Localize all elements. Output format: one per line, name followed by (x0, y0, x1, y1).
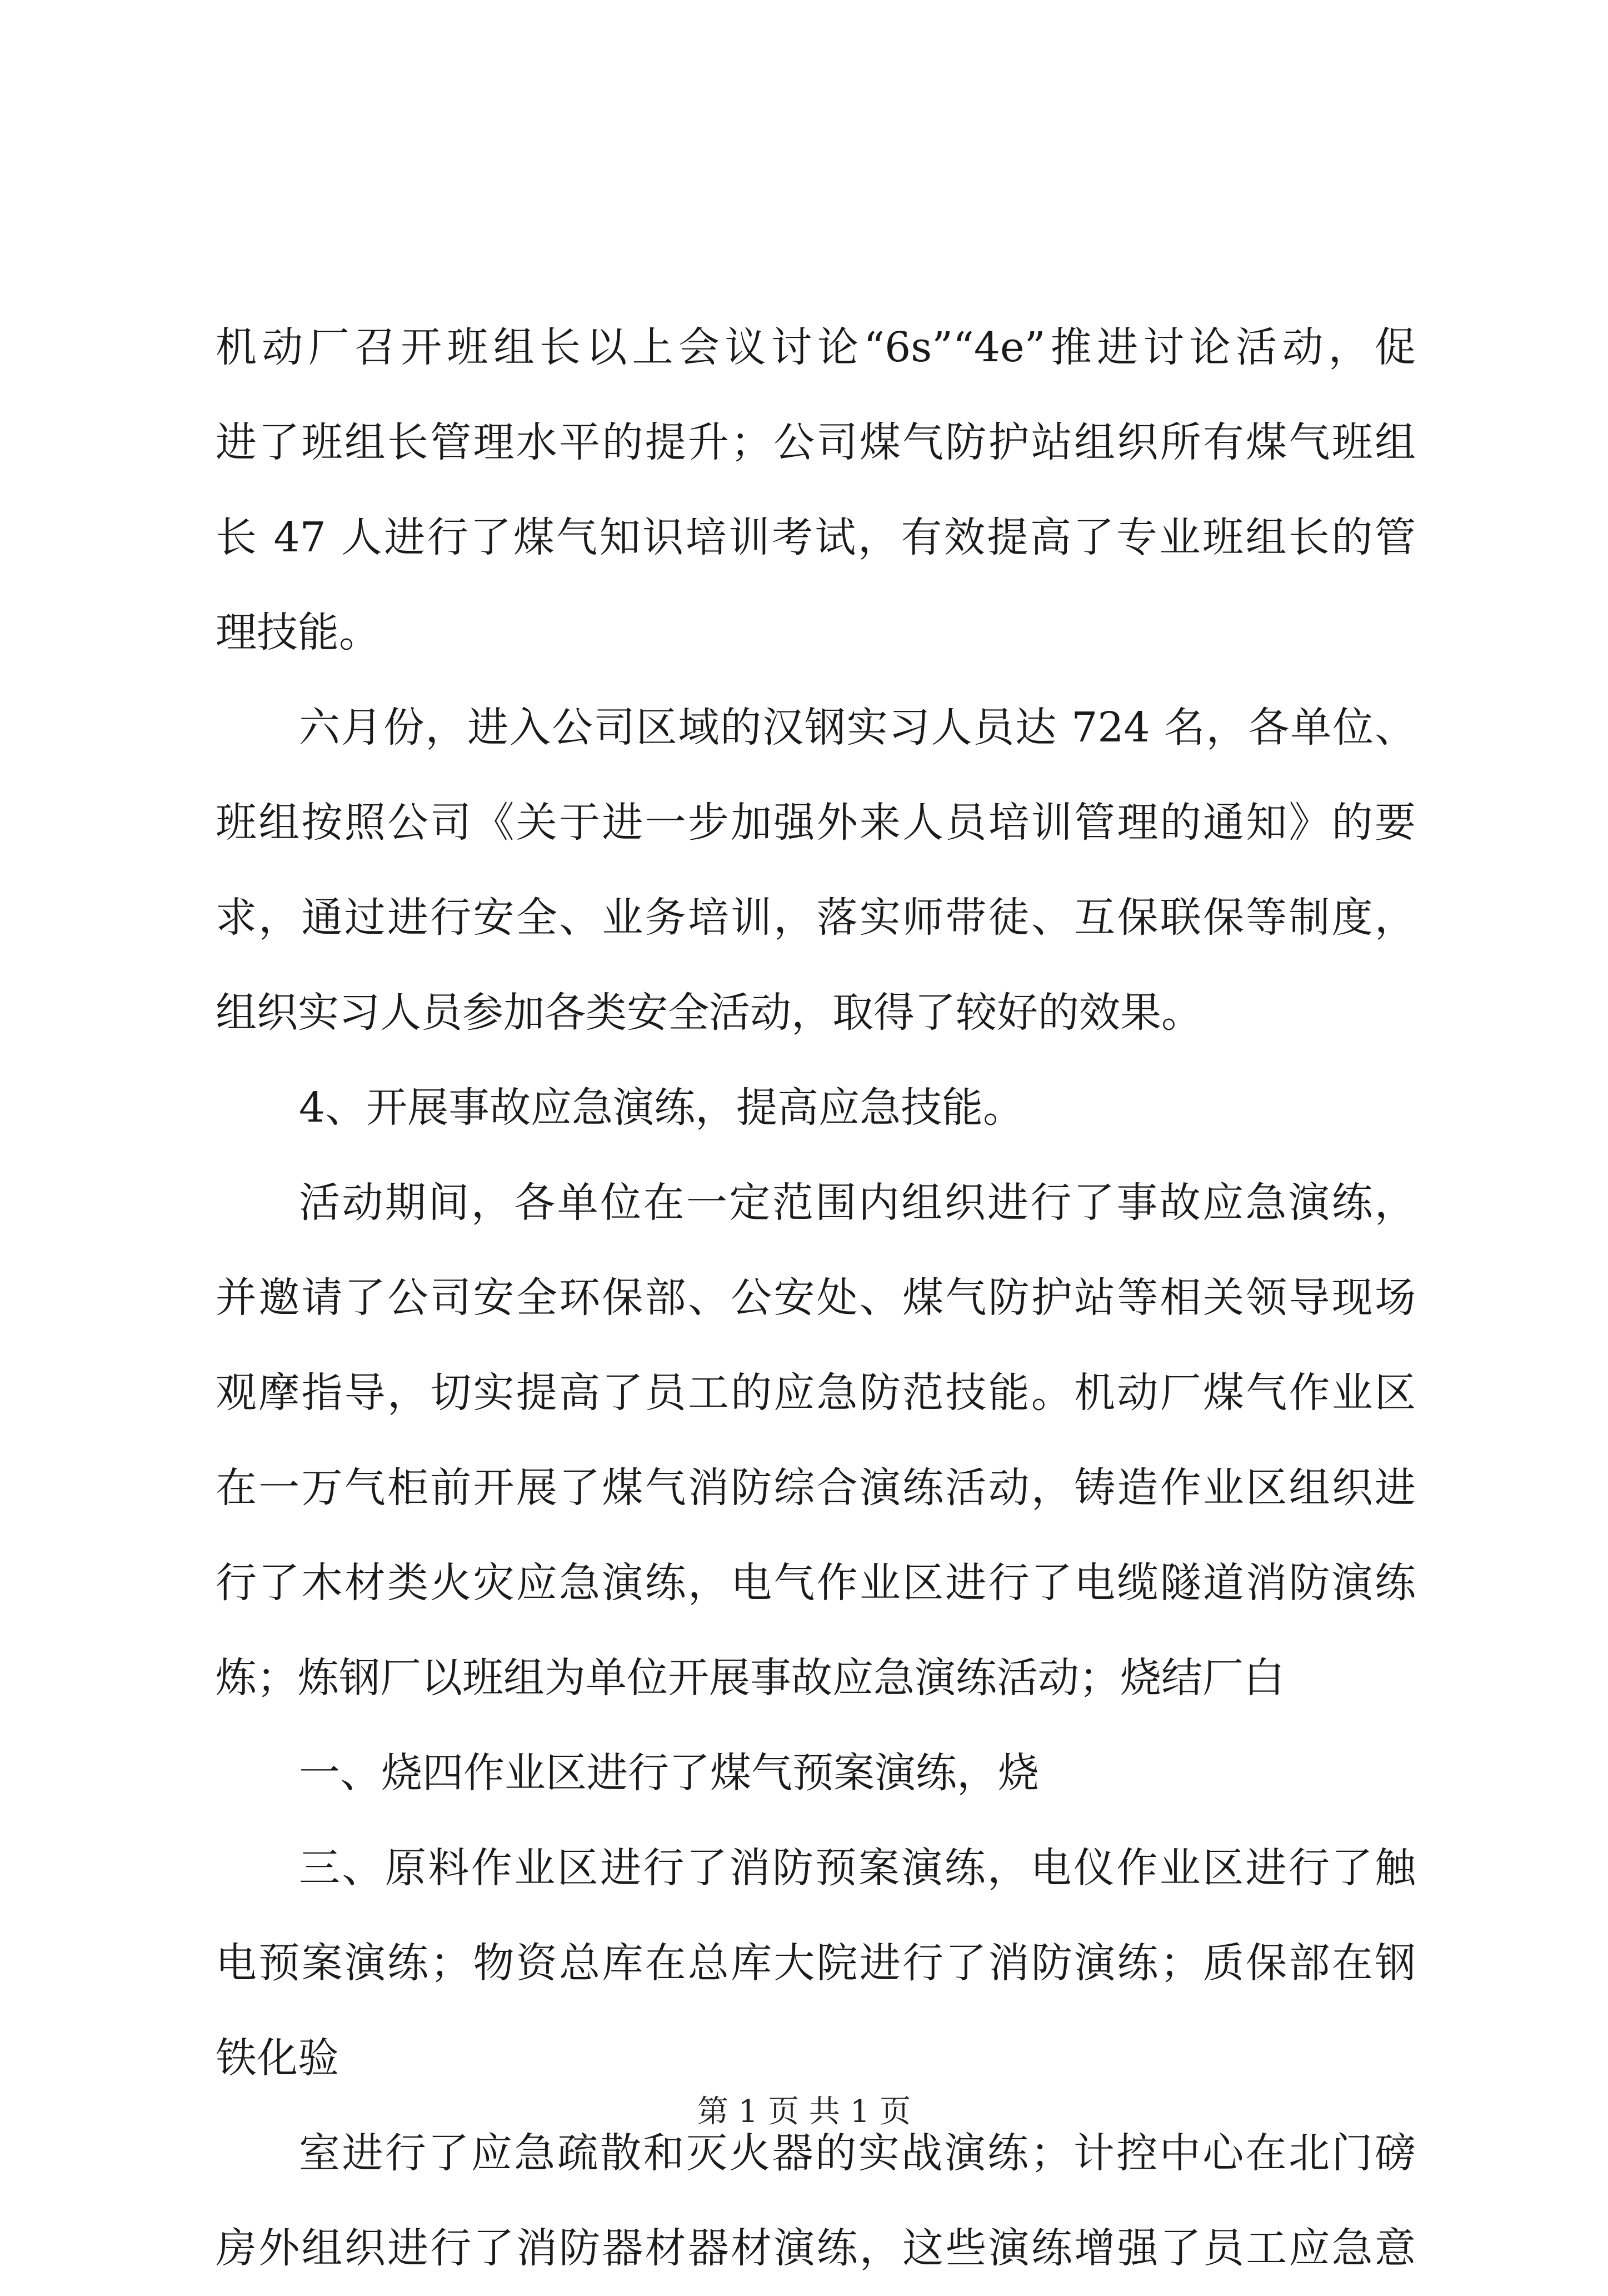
text-line: 并邀请了公司安全环保部、公安处、煤气防护站等相关领导现场 (216, 1274, 1416, 1322)
text-line: 长 47 人进行了煤气知识培训考试，有效提高了专业班组长的管 (216, 514, 1416, 561)
text-line: 机动厂召开班组长以上会议讨论“6s”“4e”推进讨论活动，促 (216, 323, 1416, 371)
text-line: 进了班组长管理水平的提升；公司煤气防护站组织所有煤气班组 (216, 419, 1416, 466)
text-line: 室进行了应急疏散和灭火器的实战演练；计控中心在北门磅 (299, 2129, 1416, 2177)
text-line: 在一万气柜前开展了煤气消防综合演练活动，铸造作业区组织进 (216, 1464, 1416, 1512)
text-line: 求，通过进行安全、业务培训，落实师带徒、互保联保等制度， (216, 894, 1416, 942)
text-line: 炼；炼钢厂以班组为单位开展事故应急演练活动；烧结厂白 (216, 1654, 1285, 1702)
text-line: 活动期间，各单位在一定范围内组织进行了事故应急演练， (299, 1179, 1416, 1227)
text-line: 电预案演练；物资总库在总库大院进行了消防演练；质保部在钢 (216, 1939, 1416, 1987)
text-line: 六月份，进入公司区域的汉钢实习人员达 724 名，各单位、 (299, 704, 1416, 751)
text-line: 班组按照公司《关于进一步加强外来人员培训管理的通知》的要 (216, 799, 1416, 846)
text-line: 观摩指导，切实提高了员工的应急防范技能。机动厂煤气作业区 (216, 1369, 1416, 1417)
document-body (216, 300, 1416, 2296)
page-footer: 第 1 页 共 1 页 (697, 2094, 911, 2130)
text-line: 房外组织进行了消防器材器材演练，这些演练增强了员工应急意 (216, 2224, 1416, 2272)
text-line: 行了木材类火灾应急演练，电气作业区进行了电缆隧道消防演练 (216, 1559, 1416, 1607)
text-line: 铁化验 (216, 2034, 339, 2082)
text-line: 4、开展事故应急演练，提高应急技能。 (299, 1084, 1025, 1132)
text-line: 理技能。 (216, 609, 380, 656)
text-line: 三、原料作业区进行了消防预案演练，电仪作业区进行了触 (299, 1844, 1416, 1892)
text-line: 组织实习人员参加各类安全活动，取得了较好的效果。 (216, 989, 1202, 1037)
text-line: 一、烧四作业区进行了煤气预案演练，烧 (299, 1749, 1039, 1797)
